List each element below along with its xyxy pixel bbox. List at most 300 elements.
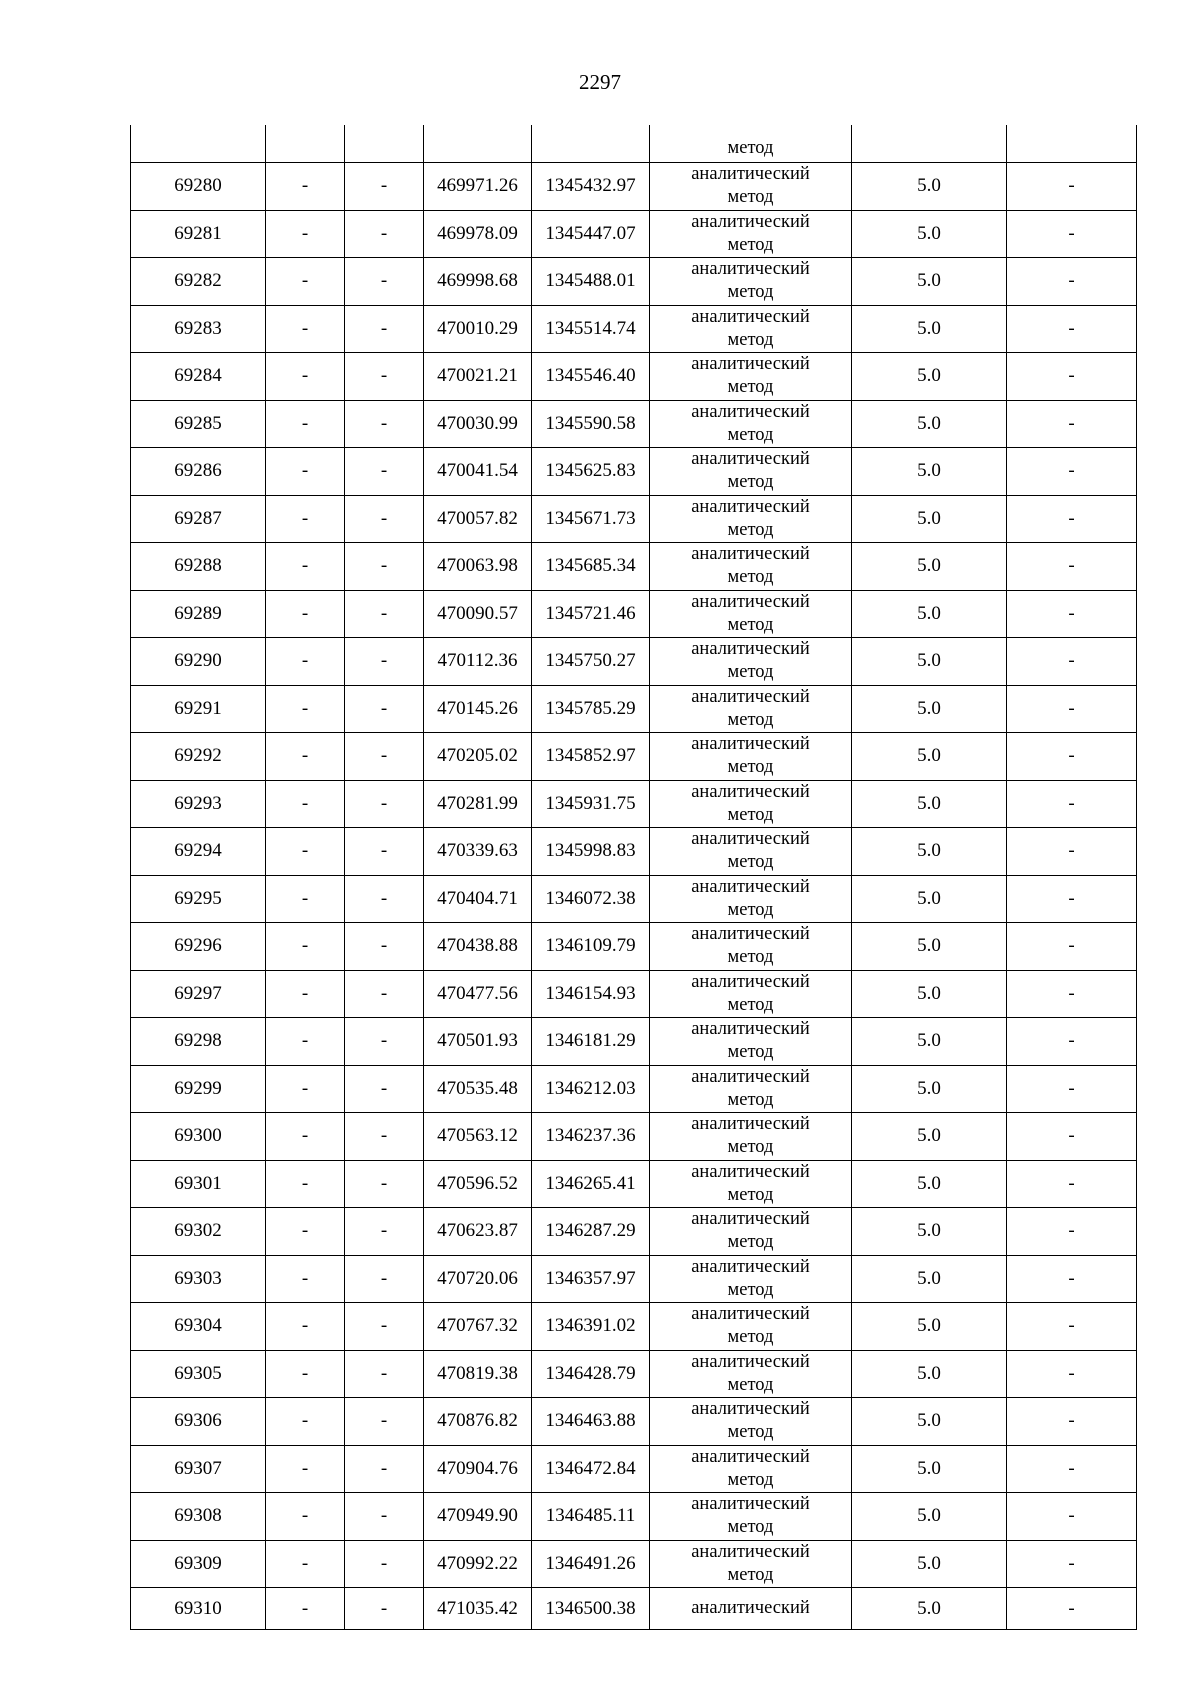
cell-x: 470819.38 bbox=[424, 1350, 532, 1398]
table-row bbox=[131, 495, 1137, 543]
method-line-2: метод bbox=[727, 1137, 774, 1158]
cell-id: 69304 bbox=[131, 1303, 266, 1351]
method-line-2: метод bbox=[727, 757, 774, 778]
cell-y: 1346181.29 bbox=[532, 1018, 650, 1066]
method-line-1: аналитический bbox=[691, 259, 810, 280]
cell-x: 470404.71 bbox=[424, 875, 532, 923]
cell-id: 69291 bbox=[131, 685, 266, 733]
cell-method bbox=[650, 1350, 852, 1398]
method-line-2: метод bbox=[727, 1564, 774, 1585]
cell-method bbox=[650, 163, 852, 211]
method-line-1: аналитический bbox=[691, 354, 810, 375]
cell-method bbox=[650, 590, 852, 638]
method-line-1: аналитический bbox=[691, 164, 810, 185]
cell-accuracy: 5.0 bbox=[852, 1493, 1007, 1541]
cell-accuracy: 5.0 bbox=[852, 638, 1007, 686]
method-line-1: аналитический bbox=[691, 876, 810, 897]
cell-c2: - bbox=[266, 1398, 345, 1446]
cell-method bbox=[650, 1493, 852, 1541]
cell-y: 1346265.41 bbox=[532, 1160, 650, 1208]
cell-id: 69307 bbox=[131, 1445, 266, 1493]
cell-c3: - bbox=[345, 258, 424, 306]
cell-y: 1345514.74 bbox=[532, 305, 650, 353]
method-line-1: аналитический bbox=[691, 1494, 810, 1515]
cell-c2: - bbox=[266, 685, 345, 733]
method-line-2: метод bbox=[727, 1517, 774, 1538]
cell-c8: - bbox=[1007, 210, 1137, 258]
cell-accuracy: 5.0 bbox=[852, 1065, 1007, 1113]
cell-id: 69302 bbox=[131, 1208, 266, 1256]
cell-y: 1345785.29 bbox=[532, 685, 650, 733]
table-row bbox=[131, 163, 1137, 211]
cell-id: 69301 bbox=[131, 1160, 266, 1208]
cell-x: 470339.63 bbox=[424, 828, 532, 876]
cell-y: 1346212.03 bbox=[532, 1065, 650, 1113]
cell-y: 1346357.97 bbox=[532, 1255, 650, 1303]
cell-method bbox=[650, 638, 852, 686]
table-row bbox=[131, 1255, 1137, 1303]
cell-y: 1346391.02 bbox=[532, 1303, 650, 1351]
method-line-2: метод bbox=[727, 377, 774, 398]
table-row bbox=[131, 258, 1137, 306]
table-row bbox=[131, 828, 1137, 876]
cell-c3: - bbox=[345, 875, 424, 923]
cell-c3: - bbox=[345, 733, 424, 781]
method-line-2: метод bbox=[727, 1279, 774, 1300]
cell-id: 69305 bbox=[131, 1350, 266, 1398]
cell-method bbox=[650, 1255, 852, 1303]
cell-c2: - bbox=[266, 400, 345, 448]
cell-accuracy: 5.0 bbox=[852, 970, 1007, 1018]
cell-x: 470596.52 bbox=[424, 1160, 532, 1208]
cell-c8: - bbox=[1007, 923, 1137, 971]
cell-c8: - bbox=[1007, 1398, 1137, 1446]
cell-id: 69288 bbox=[131, 543, 266, 591]
method-line-2: метод bbox=[727, 567, 774, 588]
method-line-1: аналитический bbox=[691, 1209, 810, 1230]
method-line-2: метод bbox=[727, 709, 774, 730]
cell-accuracy: 5.0 bbox=[852, 1445, 1007, 1493]
cell-c2: - bbox=[266, 590, 345, 638]
cell-method bbox=[650, 1018, 852, 1066]
cell-c8: - bbox=[1007, 1018, 1137, 1066]
cell-y: 1346500.38 bbox=[532, 1588, 650, 1630]
cell-c3: - bbox=[345, 828, 424, 876]
method-line-2: метод bbox=[727, 187, 774, 208]
table-row bbox=[131, 1588, 1137, 1630]
cell-c8: - bbox=[1007, 1208, 1137, 1256]
method-line-1: аналитический bbox=[691, 1019, 810, 1040]
continuation-row bbox=[131, 125, 1137, 163]
cell-c2: - bbox=[266, 495, 345, 543]
cell-method bbox=[650, 210, 852, 258]
cell-y: 1346237.36 bbox=[532, 1113, 650, 1161]
cell-x: 470010.29 bbox=[424, 305, 532, 353]
cell-accuracy: 5.0 bbox=[852, 1160, 1007, 1208]
method-line-1: аналитический bbox=[691, 1304, 810, 1325]
cell-id: 69294 bbox=[131, 828, 266, 876]
cell-c2: - bbox=[266, 1018, 345, 1066]
cell-c8: - bbox=[1007, 733, 1137, 781]
method-line-2: метод bbox=[727, 1469, 774, 1490]
cell-c3: - bbox=[345, 1208, 424, 1256]
cell-x: 470904.76 bbox=[424, 1445, 532, 1493]
method-line-1: аналитический bbox=[691, 1256, 810, 1277]
cell-id: 69285 bbox=[131, 400, 266, 448]
cell-c2: - bbox=[266, 875, 345, 923]
cell-c8: - bbox=[1007, 543, 1137, 591]
cell-c2: - bbox=[266, 970, 345, 1018]
method-line-1: аналитический bbox=[691, 449, 810, 470]
cell-method bbox=[650, 258, 852, 306]
cell-c3: - bbox=[345, 1493, 424, 1541]
coordinates-table bbox=[130, 125, 1137, 1630]
cell-x: 470041.54 bbox=[424, 448, 532, 496]
cell-accuracy: 5.0 bbox=[852, 1255, 1007, 1303]
table-row bbox=[131, 1018, 1137, 1066]
method-line-1: аналитический bbox=[691, 639, 810, 660]
cell-c2 bbox=[266, 125, 345, 163]
cell-c3: - bbox=[345, 1018, 424, 1066]
cell-accuracy: 5.0 bbox=[852, 1540, 1007, 1588]
method-line-1: аналитический bbox=[691, 1541, 810, 1562]
cell-method bbox=[650, 1208, 852, 1256]
cell-y: 1345931.75 bbox=[532, 780, 650, 828]
cell-id: 69300 bbox=[131, 1113, 266, 1161]
cell-c8: - bbox=[1007, 495, 1137, 543]
cell-accuracy: 5.0 bbox=[852, 353, 1007, 401]
cell-x: 469971.26 bbox=[424, 163, 532, 211]
cell-y: 1345671.73 bbox=[532, 495, 650, 543]
method-line-2: метод bbox=[727, 519, 774, 540]
cell-accuracy: 5.0 bbox=[852, 495, 1007, 543]
method-line-1: аналитический bbox=[691, 686, 810, 707]
cell-y: 1345750.27 bbox=[532, 638, 650, 686]
cell-accuracy: 5.0 bbox=[852, 1350, 1007, 1398]
cell-c8: - bbox=[1007, 1588, 1137, 1630]
cell-method bbox=[650, 923, 852, 971]
table-row bbox=[131, 448, 1137, 496]
cell-c2: - bbox=[266, 543, 345, 591]
cell-id: 69290 bbox=[131, 638, 266, 686]
cell-id: 69281 bbox=[131, 210, 266, 258]
method-line-1: аналитический bbox=[691, 924, 810, 945]
method-line-1: аналитический bbox=[691, 971, 810, 992]
cell-accuracy: 5.0 bbox=[852, 1018, 1007, 1066]
table-row bbox=[131, 1350, 1137, 1398]
cell-method bbox=[650, 1540, 852, 1588]
cell-x: 470090.57 bbox=[424, 590, 532, 638]
cell-x: 470145.26 bbox=[424, 685, 532, 733]
cell-c3: - bbox=[345, 685, 424, 733]
cell-accuracy: 5.0 bbox=[852, 685, 1007, 733]
cell-c8: - bbox=[1007, 875, 1137, 923]
cell-method bbox=[650, 353, 852, 401]
cell-y: 1346154.93 bbox=[532, 970, 650, 1018]
cell-c3: - bbox=[345, 1588, 424, 1630]
cell-id: 69293 bbox=[131, 780, 266, 828]
cell-c8: - bbox=[1007, 590, 1137, 638]
cell-c3: - bbox=[345, 1398, 424, 1446]
cell-id: 69303 bbox=[131, 1255, 266, 1303]
cell-c2: - bbox=[266, 1160, 345, 1208]
cell-method bbox=[650, 448, 852, 496]
cell-accuracy: 5.0 bbox=[852, 400, 1007, 448]
cell-y: 1345685.34 bbox=[532, 543, 650, 591]
method-line-1: аналитический bbox=[691, 1066, 810, 1087]
cell-accuracy: 5.0 bbox=[852, 1398, 1007, 1446]
cell-c8: - bbox=[1007, 1113, 1137, 1161]
cell-c2: - bbox=[266, 638, 345, 686]
cell-y: 1346287.29 bbox=[532, 1208, 650, 1256]
cell-x: 470063.98 bbox=[424, 543, 532, 591]
table-row bbox=[131, 1303, 1137, 1351]
cell-y: 1345852.97 bbox=[532, 733, 650, 781]
method-line-2: метод bbox=[727, 1327, 774, 1348]
method-line-2: метод bbox=[727, 1184, 774, 1205]
method-line-2: метод bbox=[727, 947, 774, 968]
cell-c8: - bbox=[1007, 1303, 1137, 1351]
cell-method bbox=[650, 1398, 852, 1446]
table-row bbox=[131, 875, 1137, 923]
cell-method bbox=[650, 1113, 852, 1161]
cell-c8: - bbox=[1007, 780, 1137, 828]
cell-id: 69295 bbox=[131, 875, 266, 923]
cell-c2: - bbox=[266, 210, 345, 258]
cell-c3: - bbox=[345, 353, 424, 401]
table-row bbox=[131, 1160, 1137, 1208]
cell-c8: - bbox=[1007, 1160, 1137, 1208]
table-row bbox=[131, 1113, 1137, 1161]
cell-c3: - bbox=[345, 210, 424, 258]
cell-method bbox=[650, 1588, 852, 1630]
method-line-2: метод bbox=[727, 1042, 774, 1063]
cell-c2: - bbox=[266, 1540, 345, 1588]
method-line-1: аналитический bbox=[691, 591, 810, 612]
cell-x: 469998.68 bbox=[424, 258, 532, 306]
table-row bbox=[131, 685, 1137, 733]
table-row bbox=[131, 1445, 1137, 1493]
method-line-2: метод bbox=[727, 1422, 774, 1443]
cell-id: 69289 bbox=[131, 590, 266, 638]
method-line-1: аналитический bbox=[691, 496, 810, 517]
cell-accuracy: 5.0 bbox=[852, 163, 1007, 211]
method-line-2: метод bbox=[727, 804, 774, 825]
cell-method bbox=[650, 875, 852, 923]
cell-c8: - bbox=[1007, 305, 1137, 353]
cell-x: 470057.82 bbox=[424, 495, 532, 543]
cell-c2: - bbox=[266, 1113, 345, 1161]
cell-c3: - bbox=[345, 305, 424, 353]
cell-y: 1346485.11 bbox=[532, 1493, 650, 1541]
cell-method bbox=[650, 828, 852, 876]
cell-x: 470030.99 bbox=[424, 400, 532, 448]
cell-method bbox=[650, 1160, 852, 1208]
cell-id: 69296 bbox=[131, 923, 266, 971]
cell-id: 69309 bbox=[131, 1540, 266, 1588]
cell-y bbox=[532, 125, 650, 163]
cell-id: 69280 bbox=[131, 163, 266, 211]
cell-method bbox=[650, 495, 852, 543]
cell-c8: - bbox=[1007, 1350, 1137, 1398]
method-line-1: аналитический bbox=[691, 544, 810, 565]
table-row bbox=[131, 305, 1137, 353]
cell-id: 69286 bbox=[131, 448, 266, 496]
table-row bbox=[131, 543, 1137, 591]
cell-c8: - bbox=[1007, 828, 1137, 876]
cell-x: 470623.87 bbox=[424, 1208, 532, 1256]
cell-x: 470992.22 bbox=[424, 1540, 532, 1588]
cell-accuracy: 5.0 bbox=[852, 543, 1007, 591]
cell-c3 bbox=[345, 125, 424, 163]
method-line-2: метод bbox=[727, 472, 774, 493]
cell-c3: - bbox=[345, 163, 424, 211]
cell-id: 69284 bbox=[131, 353, 266, 401]
cell-c8: - bbox=[1007, 448, 1137, 496]
method-line-1: аналитический bbox=[691, 306, 810, 327]
cell-accuracy: 5.0 bbox=[852, 1208, 1007, 1256]
cell-id: 69287 bbox=[131, 495, 266, 543]
cell-y: 1345488.01 bbox=[532, 258, 650, 306]
table-row bbox=[131, 638, 1137, 686]
method-line-1: аналитический bbox=[691, 1114, 810, 1135]
cell-c2: - bbox=[266, 1255, 345, 1303]
method-line-2: метод bbox=[727, 1232, 774, 1253]
cell-c3: - bbox=[345, 1540, 424, 1588]
cell-c3: - bbox=[345, 1445, 424, 1493]
cell-y: 1345546.40 bbox=[532, 353, 650, 401]
cell-accuracy: 5.0 bbox=[852, 448, 1007, 496]
method-line-1: аналитический bbox=[691, 1161, 810, 1182]
cell-c3: - bbox=[345, 1255, 424, 1303]
method-line-1: аналитический bbox=[691, 1399, 810, 1420]
cell-x: 471035.42 bbox=[424, 1588, 532, 1630]
cell-c8: - bbox=[1007, 400, 1137, 448]
method-line-1: аналитический bbox=[691, 781, 810, 802]
cell-c3: - bbox=[345, 495, 424, 543]
method-line-2: метод bbox=[727, 138, 774, 158]
cell-accuracy: 5.0 bbox=[852, 210, 1007, 258]
cell-c2: - bbox=[266, 1350, 345, 1398]
cell-x: 470949.90 bbox=[424, 1493, 532, 1541]
method-line-2: метод bbox=[727, 852, 774, 873]
cell-id: 69283 bbox=[131, 305, 266, 353]
method-line-2: метод bbox=[727, 662, 774, 683]
cell-accuracy: 5.0 bbox=[852, 923, 1007, 971]
cell-c3: - bbox=[345, 1350, 424, 1398]
cell-c2: - bbox=[266, 305, 345, 353]
method-line-2: метод bbox=[727, 994, 774, 1015]
cell-x: 470563.12 bbox=[424, 1113, 532, 1161]
cell-c2: - bbox=[266, 1303, 345, 1351]
cell-x: 470205.02 bbox=[424, 733, 532, 781]
cell-x bbox=[424, 125, 532, 163]
cell-method bbox=[650, 125, 852, 163]
cell-id: 69297 bbox=[131, 970, 266, 1018]
cell-accuracy: 5.0 bbox=[852, 1303, 1007, 1351]
table-row bbox=[131, 590, 1137, 638]
cell-c3: - bbox=[345, 1065, 424, 1113]
cell-y: 1346428.79 bbox=[532, 1350, 650, 1398]
cell-c2: - bbox=[266, 353, 345, 401]
cell-method bbox=[650, 970, 852, 1018]
cell-c3: - bbox=[345, 1113, 424, 1161]
cell-id: 69282 bbox=[131, 258, 266, 306]
cell-id: 69299 bbox=[131, 1065, 266, 1113]
cell-c8 bbox=[1007, 125, 1137, 163]
cell-x: 470112.36 bbox=[424, 638, 532, 686]
table-row bbox=[131, 1208, 1137, 1256]
cell-c8: - bbox=[1007, 1540, 1137, 1588]
cell-c3: - bbox=[345, 400, 424, 448]
cell-method bbox=[650, 1445, 852, 1493]
cell-c2: - bbox=[266, 1445, 345, 1493]
cell-c8: - bbox=[1007, 1493, 1137, 1541]
cell-y: 1345432.97 bbox=[532, 163, 650, 211]
cell-id: 69308 bbox=[131, 1493, 266, 1541]
cell-y: 1345721.46 bbox=[532, 590, 650, 638]
cell-y: 1345447.07 bbox=[532, 210, 650, 258]
cell-accuracy bbox=[852, 125, 1007, 163]
cell-c8: - bbox=[1007, 163, 1137, 211]
cell-method bbox=[650, 305, 852, 353]
cell-x: 469978.09 bbox=[424, 210, 532, 258]
cell-c3: - bbox=[345, 543, 424, 591]
cell-id bbox=[131, 125, 266, 163]
cell-c3: - bbox=[345, 780, 424, 828]
method-line-2: метод bbox=[727, 1089, 774, 1110]
cell-y: 1345590.58 bbox=[532, 400, 650, 448]
table-row bbox=[131, 400, 1137, 448]
cell-accuracy: 5.0 bbox=[852, 733, 1007, 781]
cell-y: 1345998.83 bbox=[532, 828, 650, 876]
cell-c2: - bbox=[266, 1588, 345, 1630]
cell-y: 1346463.88 bbox=[532, 1398, 650, 1446]
cell-y: 1345625.83 bbox=[532, 448, 650, 496]
cell-method bbox=[650, 1303, 852, 1351]
cell-x: 470720.06 bbox=[424, 1255, 532, 1303]
cell-accuracy: 5.0 bbox=[852, 258, 1007, 306]
cell-c8: - bbox=[1007, 685, 1137, 733]
method-line-2: метод bbox=[727, 1374, 774, 1395]
method-line-2: метод bbox=[727, 282, 774, 303]
cell-x: 470535.48 bbox=[424, 1065, 532, 1113]
method-line-2: метод bbox=[727, 234, 774, 255]
cell-method bbox=[650, 543, 852, 591]
cell-c3: - bbox=[345, 1303, 424, 1351]
cell-method bbox=[650, 1065, 852, 1113]
cell-c2: - bbox=[266, 733, 345, 781]
table-row bbox=[131, 970, 1137, 1018]
cell-c8: - bbox=[1007, 638, 1137, 686]
method-line-2: метод bbox=[727, 424, 774, 445]
cell-x: 470021.21 bbox=[424, 353, 532, 401]
cell-c2: - bbox=[266, 448, 345, 496]
cell-x: 470501.93 bbox=[424, 1018, 532, 1066]
table-row bbox=[131, 1493, 1137, 1541]
cell-c2: - bbox=[266, 780, 345, 828]
cell-y: 1346472.84 bbox=[532, 1445, 650, 1493]
method-line-1: аналитический bbox=[691, 734, 810, 755]
table-row bbox=[131, 1398, 1137, 1446]
cell-accuracy: 5.0 bbox=[852, 1588, 1007, 1630]
cell-c3: - bbox=[345, 448, 424, 496]
cell-x: 470438.88 bbox=[424, 923, 532, 971]
cell-y: 1346109.79 bbox=[532, 923, 650, 971]
cell-c8: - bbox=[1007, 1445, 1137, 1493]
cell-accuracy: 5.0 bbox=[852, 1113, 1007, 1161]
table-row bbox=[131, 1065, 1137, 1113]
